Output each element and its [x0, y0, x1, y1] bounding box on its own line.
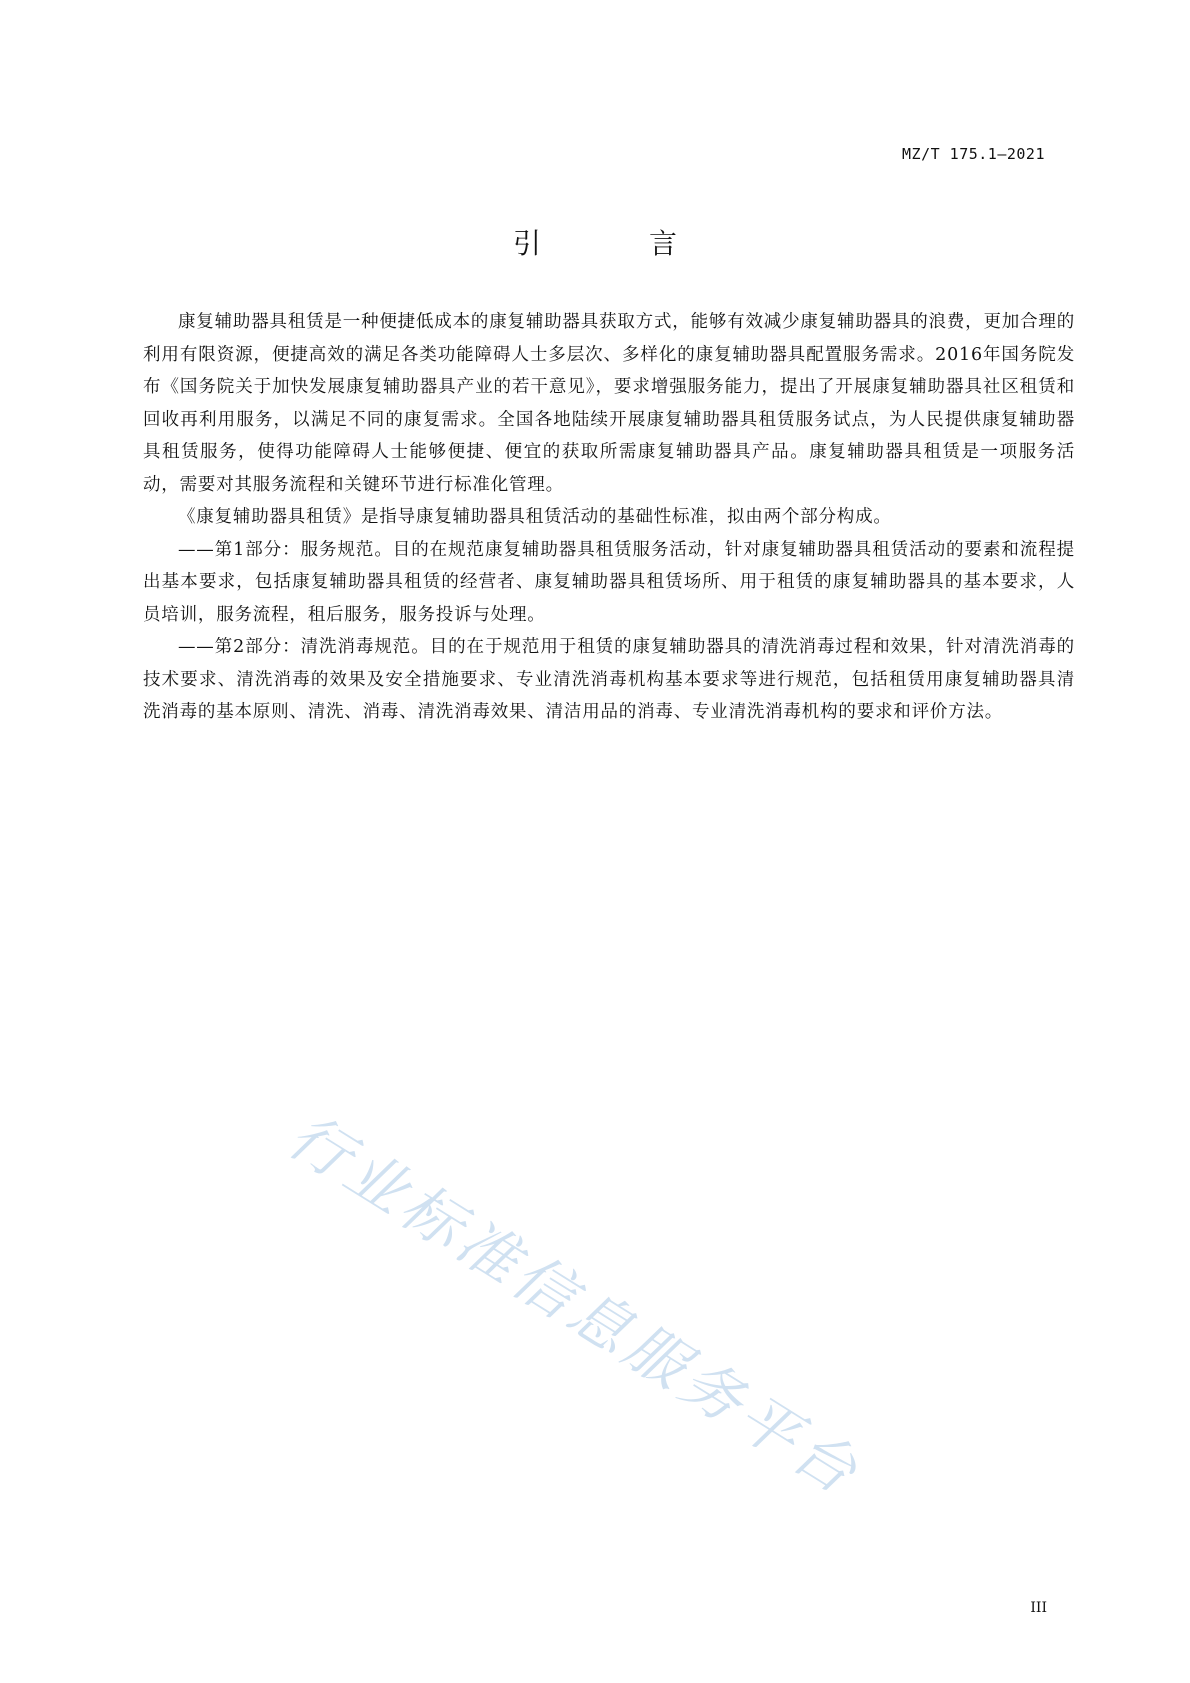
document-body [143, 306, 1075, 729]
paragraph-part-1: ——第1部分：服务规范。目的在规范康复辅助器具租赁服务活动，针对康复辅助器具租赁活动的要素和流程提出基本要求，包括康复辅助器具租赁的经营者、康复辅助器具租赁场所、用于租赁的康复辅助器具的基本要求，人员培训，服务流程，租后服务，服务投诉与处理。 [143, 539, 1075, 625]
paragraph-structure: 《康复辅助器具租赁》是指导康复辅助器具租赁活动的基础性标准，拟由两个部分构成。 [178, 507, 892, 527]
paragraph-intro: 康复辅助器具租赁是一种便捷低成本的康复辅助器具获取方式，能够有效减少康复辅助器具的浪费，更加合理的利用有限资源，便捷高效的满足各类功能障碍人士多层次、多样化的康复辅助器具配置服务需求。2016年国务院发布《国务院关于加快发展康复辅助器具产业的若干意见》，要求增强服务能力，提出了开展康复辅助器具社区租赁和回收再利用服务，以满足不同的康复需求。全国各地陆续开展康复辅助器具租赁服务试点，为人民提供康复辅助器具租赁服务，使得功能障碍人士能够便捷、便宜的获取所需康复辅助器具产品。康复辅助器具租赁是一项服务活动，需要对其服务流程和关键环节进行标准化管理。 [143, 312, 1075, 495]
page-number: III [1030, 1600, 1047, 1616]
standard-code: MZ/T 175.1—2021 [902, 145, 1045, 163]
paragraph-part-2: ——第2部分：清洗消毒规范。目的在于规范用于租赁的康复辅助器具的清洗消毒过程和效果，针对清洗消毒的技术要求、清洗消毒的效果及安全措施要求、专业清洗消毒机构基本要求等进行规范，包括租赁用康复辅助器具清洗消毒的基本原则、清洗、消毒、清洗消毒效果、清洁用品的消毒、专业清洗消毒机构的要求和评价方法。 [143, 637, 1075, 722]
watermark: 行业标准信息服务平台 [276, 1101, 873, 1511]
page-title: 引 言 [512, 227, 717, 260]
